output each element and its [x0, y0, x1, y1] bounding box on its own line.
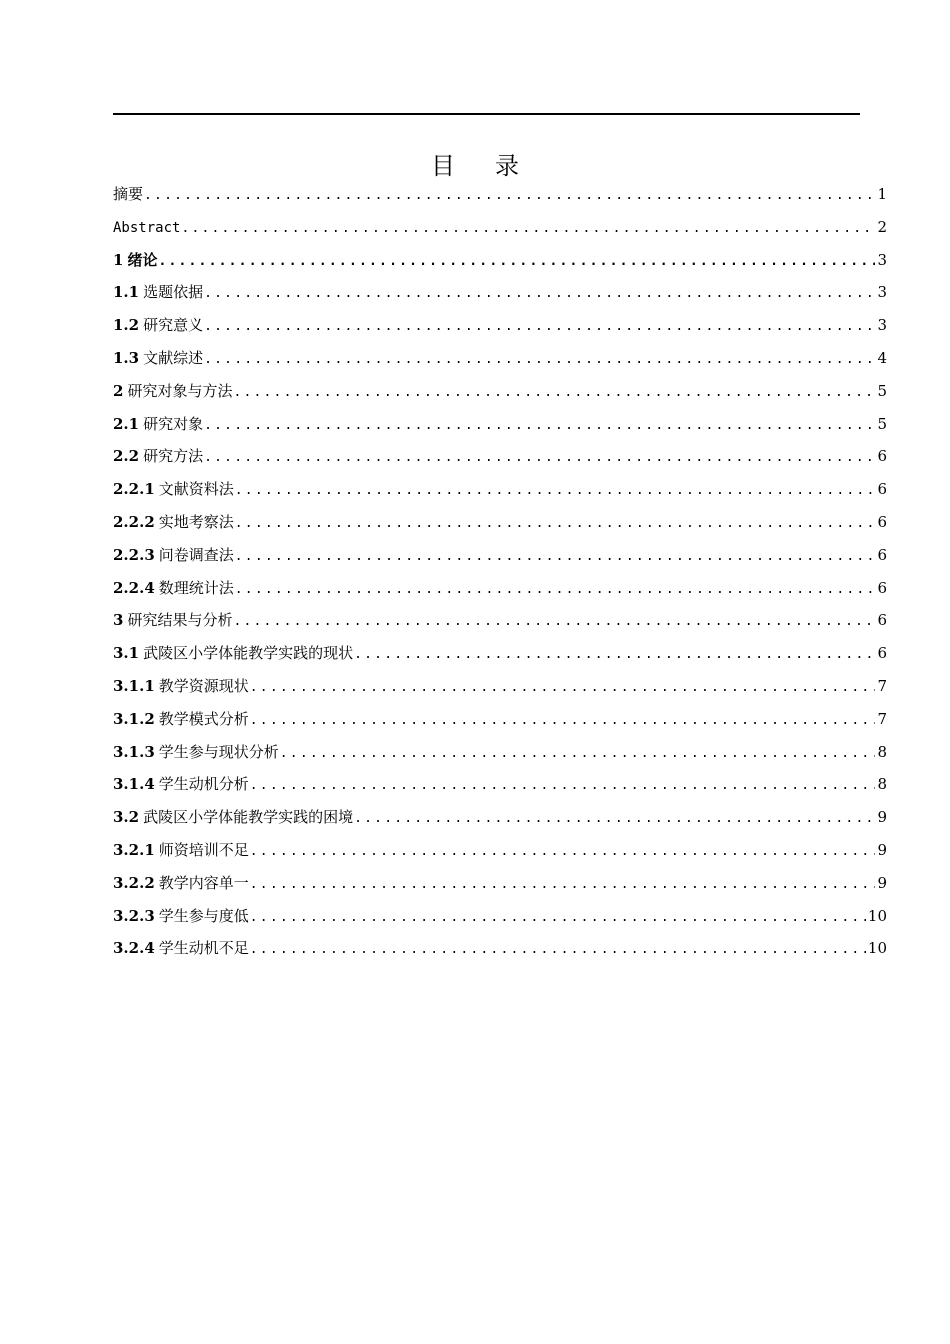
toc-dot-leader: [233, 377, 875, 410]
toc-entry-number: 1: [113, 250, 124, 269]
toc-dot-leader: [354, 639, 875, 672]
toc-entry[interactable]: [113, 440, 887, 473]
toc-entry-page-number: 3: [877, 283, 887, 302]
toc-entry-number: 3: [113, 611, 124, 630]
toc-dot-leader: [204, 442, 875, 475]
toc-entry-number: 3.1.1: [113, 676, 155, 695]
toc-entry-title: 研究结果与分析: [127, 611, 233, 630]
toc-entry[interactable]: [113, 375, 887, 408]
toc-entry[interactable]: [113, 604, 887, 637]
toc-entry-number: 2.2.4: [113, 578, 155, 597]
toc-dot-leader: [204, 311, 875, 344]
toc-dot-leader: [204, 278, 875, 311]
toc-dot-leader: [250, 934, 866, 967]
toc-entry-number: 3.2.1: [113, 840, 155, 859]
toc-entry-number: 1.1: [113, 283, 140, 302]
toc-entry-title: 研究对象与方法: [127, 381, 233, 400]
toc-entry-page-number: 8: [877, 742, 887, 761]
toc-entry-number: 1.2: [113, 316, 140, 335]
toc-entry-page-number: 9: [877, 873, 887, 892]
toc-entry-title: 文献综述: [143, 348, 204, 367]
toc-dot-leader: [235, 574, 876, 607]
toc-dot-leader: [250, 705, 876, 738]
toc-entry-page-number: 7: [877, 709, 887, 728]
toc-entry-title: 武陵区小学体能教学实践的困境: [143, 808, 354, 827]
toc-entry-title: 学生动机不足: [158, 939, 249, 958]
toc-entry[interactable]: [113, 276, 887, 309]
toc-entry-number: 3.1.3: [113, 742, 155, 761]
toc-entry-page-number: 6: [877, 512, 887, 531]
toc-entry-page-number: 6: [877, 447, 887, 466]
toc-entry[interactable]: [113, 768, 887, 801]
toc-entry[interactable]: [113, 834, 887, 867]
toc-entry-title: 师资培训不足: [158, 840, 249, 859]
toc-entry-title: 教学内容单一: [158, 873, 249, 892]
toc-entry[interactable]: [113, 801, 887, 834]
toc-dot-leader: [233, 606, 875, 639]
toc-entry-number: 3.2.2: [113, 873, 155, 892]
toc-entry[interactable]: [113, 670, 887, 703]
header-rule: [113, 113, 860, 115]
toc-entry-title: 问卷调查法: [158, 545, 234, 564]
toc-entry-page-number: 1: [877, 185, 887, 203]
toc-entry[interactable]: [113, 572, 887, 605]
toc-entry[interactable]: [113, 703, 887, 736]
toc-entry-page-number: 5: [877, 381, 887, 400]
toc-entry[interactable]: [113, 637, 887, 670]
toc-entry-number: 1.3: [113, 348, 140, 367]
toc-entry-title: 研究方法: [143, 447, 204, 466]
toc-dot-leader: [181, 213, 875, 246]
toc-entry-page-number: 7: [877, 676, 887, 695]
toc-entry[interactable]: [113, 244, 887, 277]
toc-entry-title: 选题依据: [143, 283, 204, 302]
toc-entry-number: 3.2.3: [113, 906, 155, 925]
toc-dot-leader: [250, 836, 876, 869]
toc-entry-number: 3.1.4: [113, 775, 155, 794]
toc-dot-leader: [250, 770, 876, 803]
toc-dot-leader: [204, 344, 875, 377]
toc-entry-page-number: 6: [877, 578, 887, 597]
toc-entry-page-number: 10: [867, 939, 887, 958]
toc-entry-page-number: 9: [877, 840, 887, 859]
toc-dot-leader: [158, 246, 875, 279]
toc-entry[interactable]: [113, 178, 887, 211]
toc-entry-number: 3.2.4: [113, 939, 155, 958]
toc-entry-page-number: 2: [877, 217, 887, 236]
toc-entry[interactable]: [113, 473, 887, 506]
toc-entry[interactable]: [113, 932, 887, 965]
toc-entry-title: Abstract: [113, 219, 181, 236]
toc-entry-page-number: 4: [877, 348, 887, 367]
toc-entry-number: 3.1: [113, 644, 140, 663]
toc-entry-number: 2.1: [113, 414, 140, 433]
toc-entry-title: 教学资源现状: [158, 676, 249, 695]
toc-dot-leader: [204, 410, 875, 443]
toc-entry-page-number: 3: [877, 250, 887, 269]
toc-entry[interactable]: [113, 867, 887, 900]
toc-entry-page-number: 3: [877, 316, 887, 335]
toc-entry-number: 3.1.2: [113, 709, 155, 728]
toc-dot-leader: [235, 508, 876, 541]
toc-entry-number: 2.2.1: [113, 480, 155, 499]
toc-entry-title: 绪论: [127, 250, 158, 269]
toc-entry-title: 研究对象: [143, 414, 204, 433]
toc-entry[interactable]: [113, 900, 887, 933]
toc-entry-title: 数理统计法: [158, 578, 234, 597]
toc-entry-number: 2.2.2: [113, 512, 155, 531]
toc-entry-page-number: 5: [877, 414, 887, 433]
toc-entry-title: 摘要: [113, 185, 144, 203]
toc-dot-leader: [235, 475, 876, 508]
toc-dot-leader: [250, 672, 876, 705]
toc-entry-title: 文献资料法: [158, 480, 234, 499]
toc-entry-page-number: 10: [867, 906, 887, 925]
toc-entry-title: 实地考察法: [158, 512, 234, 531]
toc-title: 目录: [431, 152, 559, 180]
toc-entry-number: 2.2.3: [113, 545, 155, 564]
toc-list: [113, 178, 887, 965]
toc-entry[interactable]: [113, 309, 887, 342]
toc-entry-page-number: 8: [877, 775, 887, 794]
toc-entry-title: 学生动机分析: [158, 775, 249, 794]
toc-entry-page-number: 6: [877, 644, 887, 663]
toc-entry-title: 武陵区小学体能教学实践的现状: [143, 644, 354, 663]
toc-entry[interactable]: [113, 539, 887, 572]
toc-dot-leader: [354, 803, 875, 836]
toc-dot-leader: [250, 902, 866, 935]
toc-dot-leader: [235, 541, 876, 574]
toc-entry[interactable]: [113, 736, 887, 769]
toc-entry-page-number: 6: [877, 480, 887, 499]
toc-entry[interactable]: [113, 211, 887, 244]
toc-entry-title: 学生参与度低: [158, 906, 249, 925]
toc-dot-leader: [250, 869, 876, 902]
toc-entry-page-number: 6: [877, 545, 887, 564]
toc-entry-title: 学生参与现状分析: [158, 742, 279, 761]
toc-entry-page-number: 6: [877, 611, 887, 630]
toc-entry[interactable]: [113, 408, 887, 441]
toc-entry-number: 2: [113, 381, 124, 400]
toc-entry-title: 研究意义: [143, 316, 204, 335]
toc-dot-leader: [280, 738, 876, 771]
toc-entry-number: 3.2: [113, 808, 140, 827]
toc-entry-number: 2.2: [113, 447, 140, 466]
toc-entry[interactable]: [113, 506, 887, 539]
toc-entry-page-number: 9: [877, 808, 887, 827]
toc-dot-leader: [144, 180, 875, 213]
toc-entry[interactable]: [113, 342, 887, 375]
toc-entry-title: 教学模式分析: [158, 709, 249, 728]
